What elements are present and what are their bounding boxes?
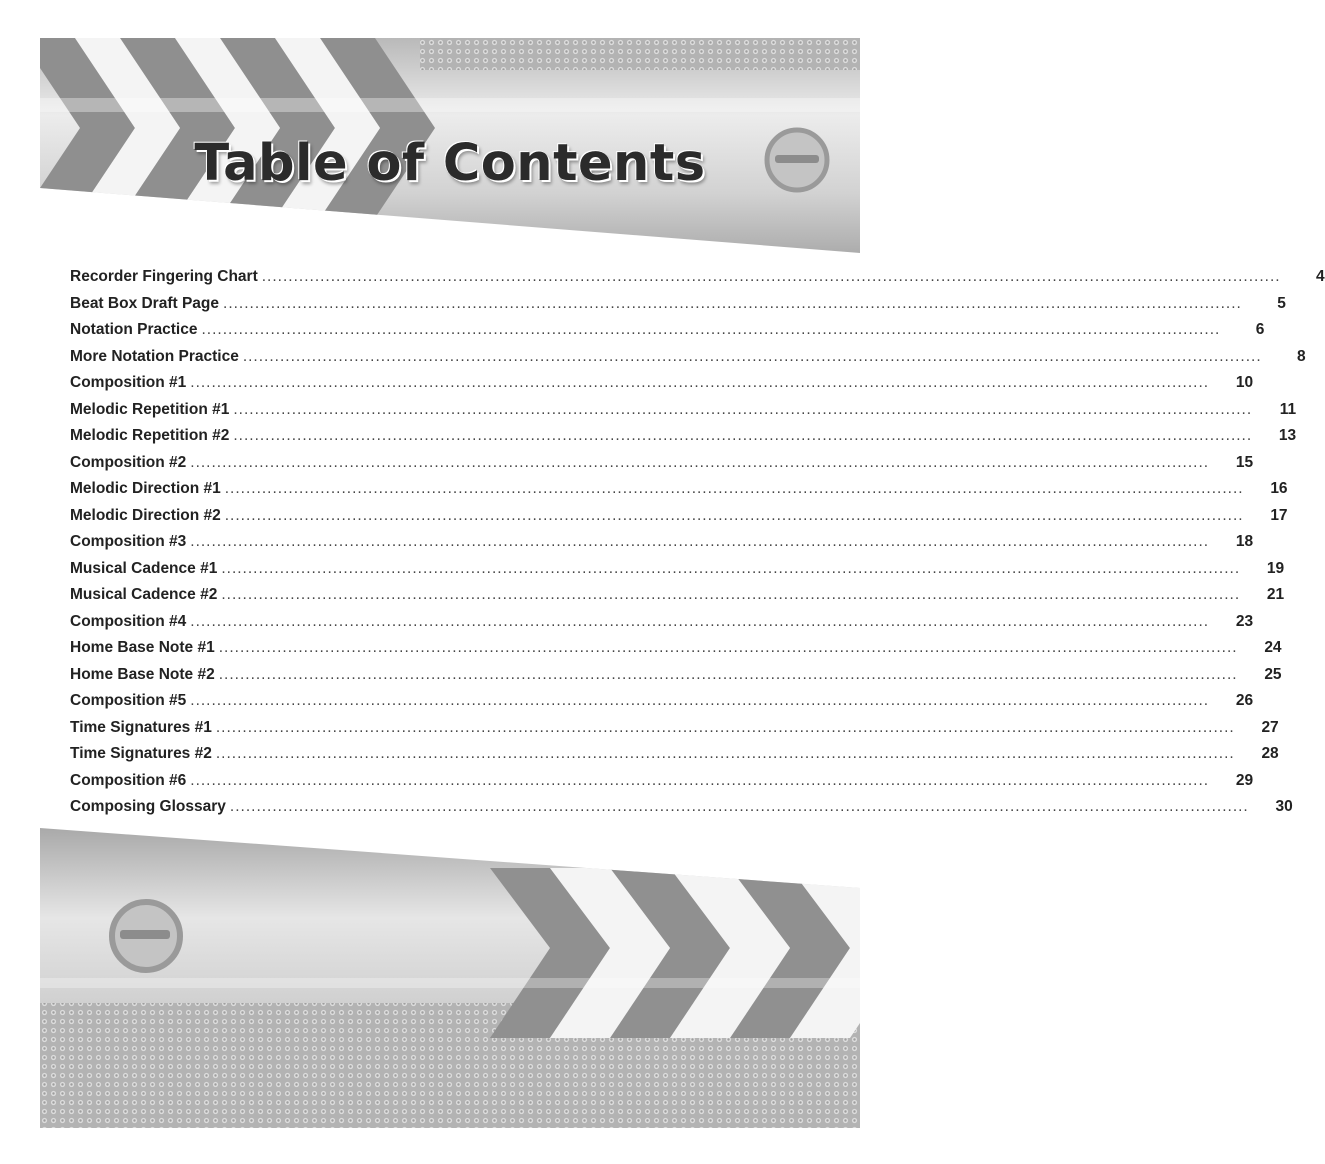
toc-entry-leader: ................................................................................................................................................................................................ <box>190 533 1210 550</box>
toc-entry-page: 8 <box>1297 347 1306 365</box>
toc-entry-page: 30 <box>1275 798 1293 815</box>
toc-entry-leader: ................................................................................................................................................................................................ <box>221 586 1241 603</box>
toc-entry <box>70 453 1254 481</box>
toc-entry-leader: ................................................................................................................................................................................................ <box>223 294 1242 312</box>
toc-entry-page: 29 <box>1235 771 1254 789</box>
toc-entry-leader: ................................................................................................................................................................................................ <box>190 692 1210 709</box>
toc-entry-leader: ................................................................................................................................................................................................ <box>229 798 1249 815</box>
toc-entry-label: Time Signatures #1 <box>70 718 212 736</box>
toc-entry-leader: ................................................................................................................................................................................................ <box>218 665 1238 683</box>
toc-entry-label: Composition #1 <box>70 374 187 391</box>
toc-entry-label: Composition #5 <box>70 692 187 709</box>
toc-entry-page: 5 <box>1277 294 1286 312</box>
toc-entry <box>70 347 1306 375</box>
toc-entry <box>70 294 1286 322</box>
toc-entry-label: Composing Glossary <box>70 798 226 815</box>
footer-banner <box>40 828 860 1128</box>
toc-entry-page: 24 <box>1264 639 1282 656</box>
toc-entry-page: 25 <box>1264 665 1282 683</box>
toc-entry-leader: ................................................................................................................................................................................................ <box>215 745 1235 762</box>
toc-entry <box>70 400 1297 428</box>
toc-entry-leader: ................................................................................................................................................................................................ <box>233 400 1253 418</box>
toc-entry-leader: ................................................................................................................................................................................................ <box>224 506 1244 524</box>
toc-entry-label: Notation Practice <box>70 321 198 338</box>
toc-entry-leader: ................................................................................................................................................................................................ <box>218 639 1238 656</box>
toc-entry-label: Time Signatures #2 <box>70 745 212 762</box>
toc-entry <box>70 427 1297 454</box>
toc-entry <box>70 798 1293 825</box>
toc-list <box>70 268 1325 825</box>
toc-entry <box>70 771 1254 799</box>
toc-entry <box>70 718 1279 746</box>
toc-entry-label: Melodic Direction #2 <box>70 506 221 524</box>
toc-entry-label: Home Base Note #1 <box>70 639 215 656</box>
toc-entry-label: Home Base Note #2 <box>70 665 215 683</box>
toc-entry-label: Composition #2 <box>70 453 187 471</box>
toc-entry-leader: ................................................................................................................................................................................................ <box>242 347 1262 365</box>
toc-entry-leader: ................................................................................................................................................................................................ <box>215 718 1235 736</box>
footer-banner-graphic <box>40 828 860 1128</box>
page-title: Table of Contents <box>194 134 706 194</box>
toc-entry-leader: ................................................................................................................................................................................................ <box>224 480 1244 497</box>
toc-entry-page: 28 <box>1261 745 1279 762</box>
toc-entry-page: 16 <box>1270 480 1288 497</box>
toc-entry-page: 26 <box>1235 692 1254 709</box>
toc-entry-page: 4 <box>1315 268 1325 285</box>
toc-entry-label: Musical Cadence #2 <box>70 586 218 603</box>
toc-entry-label: Melodic Direction #1 <box>70 480 221 497</box>
toc-entry-leader: ................................................................................................................................................................................................ <box>190 612 1210 630</box>
toc-entry-page: 27 <box>1261 718 1279 736</box>
toc-entry-label: Musical Cadence #1 <box>70 559 218 577</box>
toc-entry <box>70 480 1288 507</box>
toc-entry-page: 6 <box>1255 321 1265 338</box>
toc-entry <box>70 533 1254 560</box>
toc-entry <box>70 321 1265 348</box>
toc-entry-page: 19 <box>1266 559 1285 577</box>
toc-entry-label: Composition #6 <box>70 771 187 789</box>
toc-entry-label: Composition #3 <box>70 533 187 550</box>
toc-entry-leader: ................................................................................................................................................................................................ <box>190 771 1210 789</box>
toc-entry-label: Beat Box Draft Page <box>70 294 220 312</box>
toc-entry-label: Recorder Fingering Chart <box>70 268 258 285</box>
toc-entry-label: Melodic Repetition #1 <box>70 400 230 418</box>
toc-entry <box>70 268 1325 295</box>
toc-entry-page: 11 <box>1279 400 1297 418</box>
toc-entry-page: 15 <box>1235 453 1254 471</box>
toc-entry-label: Melodic Repetition #2 <box>70 427 230 444</box>
toc-entry-leader: ................................................................................................................................................................................................ <box>190 453 1210 471</box>
toc-entry-page: 17 <box>1270 506 1288 524</box>
toc-entry <box>70 745 1279 772</box>
toc-entry <box>70 692 1254 719</box>
toc-entry-leader: ................................................................................................................................................................................................ <box>201 321 1221 338</box>
toc-entry-page: 23 <box>1235 612 1254 630</box>
toc-entry-page: 13 <box>1278 427 1297 444</box>
toc-entry-page: 10 <box>1235 374 1254 391</box>
toc-entry-leader: ................................................................................................................................................................................................ <box>261 268 1281 285</box>
toc-entry-page: 21 <box>1266 586 1285 603</box>
toc-entry-leader: ................................................................................................................................................................................................ <box>233 427 1253 444</box>
toc-entry <box>70 374 1254 401</box>
toc-entry <box>70 506 1288 534</box>
toc-entry <box>70 639 1282 666</box>
toc-entry-page: 18 <box>1235 533 1254 550</box>
toc-entry-label: More Notation Practice <box>70 347 239 365</box>
toc-entry-leader: ................................................................................................................................................................................................ <box>221 559 1241 577</box>
toc-entry-leader: ................................................................................................................................................................................................ <box>190 374 1210 391</box>
toc-entry <box>70 559 1285 587</box>
toc-entry-label: Composition #4 <box>70 612 187 630</box>
toc-entry <box>70 665 1282 693</box>
toc-entry <box>70 612 1254 640</box>
toc-entry <box>70 586 1285 613</box>
